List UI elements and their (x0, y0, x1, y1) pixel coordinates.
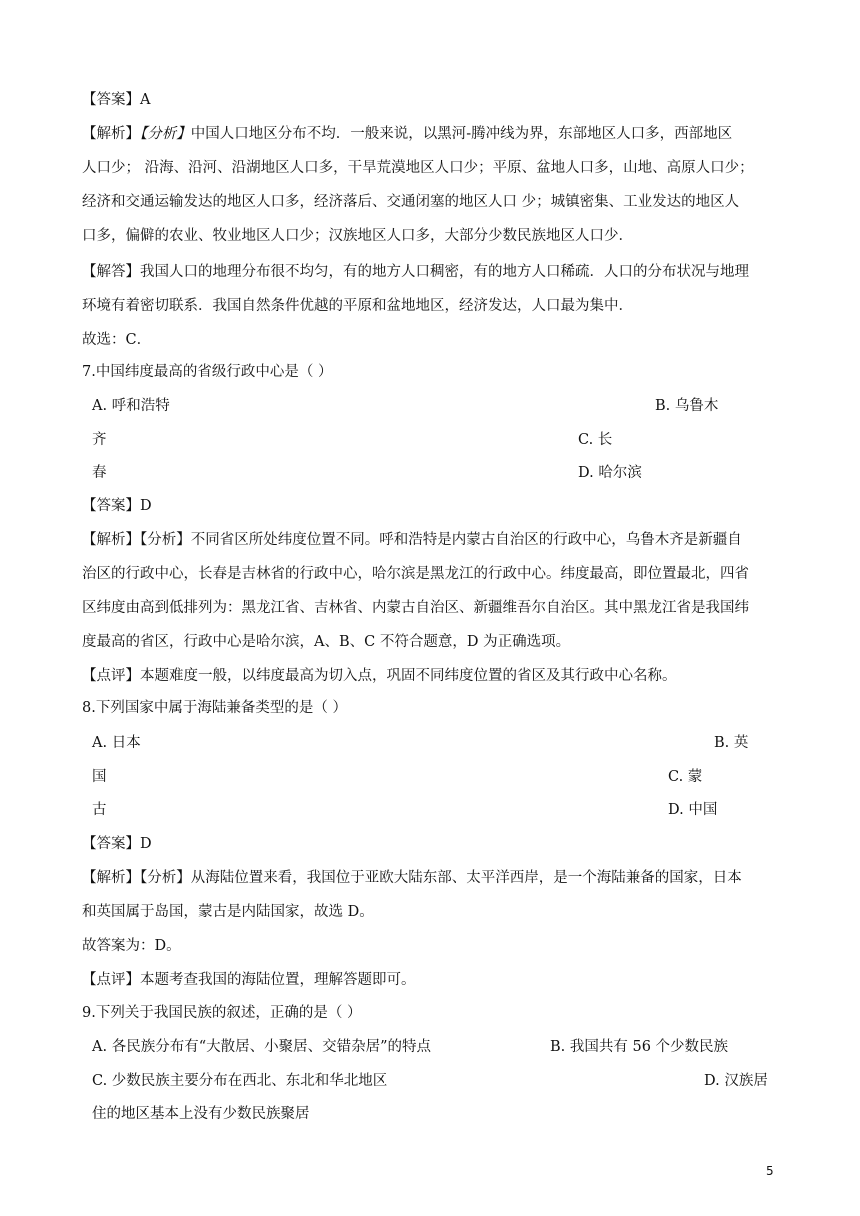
q7-option-c-continued: 春 (92, 465, 107, 481)
q6-analysis-line-2: 人口少； 沿海、沿河、沿湖地区人口多，干旱荒漠地区人口少；平原、盆地人口多，山地、高原人口少； (82, 160, 754, 176)
q8-option-b: B. 英 (714, 735, 749, 751)
q6-choice: 故选：C． (82, 332, 152, 348)
q8-option-b-continued: 国 (92, 769, 107, 785)
q6-analysis-line-4: 口多，偏僻的农业、牧业地区人口少；汉族地区人口多，大部分少数民族地区人口少． (82, 228, 633, 244)
q9-option-d-continued: 住的地区基本上没有少数民族聚居 (92, 1106, 310, 1122)
q9-option-d: D. 汉族居 (704, 1073, 768, 1089)
q7-analysis-line-4: 度最高的省区，行政中心是哈尔滨，A、B、C 不符合题意，D 为正确选项。 (82, 634, 571, 650)
q8-question: 8.下列国家中属于海陆兼备类型的是（ ） (82, 700, 347, 716)
q8-answer: 【答案】D (82, 836, 152, 852)
q9-question: 9.下列关于我国民族的叙述，正确的是（ ） (82, 1005, 362, 1021)
q9-option-c: C. 少数民族主要分布在西北、东北和华北地区 (92, 1073, 388, 1089)
q7-option-d: D. 哈尔滨 (578, 465, 642, 481)
q7-question: 7.中国纬度最高的省级行政中心是（ ） (82, 364, 333, 380)
q9-option-a: A. 各民族分布有“大散居、小聚居、交错杂居”的特点 (92, 1039, 432, 1055)
q7-analysis-line-1: 【解析】【分析】不同省区所处纬度位置不同。呼和浩特是内蒙古自治区的行政中心，乌鲁木齐是新疆自 (82, 532, 742, 548)
page-number: 5 (766, 1164, 774, 1178)
q7-option-b: B. 乌鲁木 (655, 398, 719, 414)
q7-analysis-line-3: 区纬度由高到低排列为：黑龙江省、吉林省、内蒙古自治区、新疆维吾尔自治区。其中黑龙江省是我国纬 (82, 600, 749, 616)
q8-option-d: D. 中国 (668, 802, 718, 818)
analysis-label: 【解析】 (82, 126, 140, 142)
q7-answer: 【答案】D (82, 498, 152, 514)
q9-option-b: B. 我国共有 56 个少数民族 (550, 1039, 729, 1055)
q6-analysis-line-3: 经济和交通运输发达的地区人口多，经济落后、交通闭塞的地区人口 少；城镇密集、工业发达的地区人 (82, 194, 740, 210)
q7-comment: 【点评】本题难度一般，以纬度最高为切入点，巩固不同纬度位置的省区及其行政中心名称。 (82, 668, 677, 684)
q6-answer: 【答案】A (82, 92, 151, 108)
q8-result: 故答案为：D。 (82, 938, 181, 954)
analysis-tag: 【分析】 (140, 126, 191, 142)
q8-analysis-line-1: 【解析】【分析】从海陆位置来看，我国位于亚欧大陆东部、太平洋西岸，是一个海陆兼备的国家，日本 (82, 870, 742, 886)
q8-option-a: A. 日本 (92, 735, 141, 751)
analysis-text: 中国人口地区分布不均．一般来说，以黑河-腾冲线为界，东部地区人口多，西部地区 (190, 126, 733, 142)
q6-analysis-line-1 (82, 124, 732, 144)
q7-option-c: C. 长 (578, 432, 613, 448)
q7-analysis-line-2: 治区的行政中心，长春是吉林省的行政中心，哈尔滨是黑龙江的行政中心。纬度最高，即位置最北，四省 (82, 566, 749, 582)
q8-option-c: C. 蒙 (668, 769, 703, 785)
q6-solution-line-1: 【解答】我国人口的地理分布很不均匀，有的地方人口稠密，有的地方人口稀疏．人口的分布状况与地理 (82, 264, 749, 280)
q6-solution-line-2: 环境有着密切联系．我国自然条件优越的平原和盆地地区，经济发达，人口最为集中． (82, 298, 633, 314)
q8-comment: 【点评】本题考查我国的海陆位置，理解答题即可。 (82, 972, 416, 988)
q7-option-a: A. 呼和浩特 (92, 398, 170, 414)
q8-option-c-continued: 古 (92, 802, 107, 818)
q7-option-b-continued: 齐 (92, 432, 107, 448)
q8-analysis-line-2: 和英国属于岛国，蒙古是内陆国家，故选 D。 (82, 904, 374, 920)
